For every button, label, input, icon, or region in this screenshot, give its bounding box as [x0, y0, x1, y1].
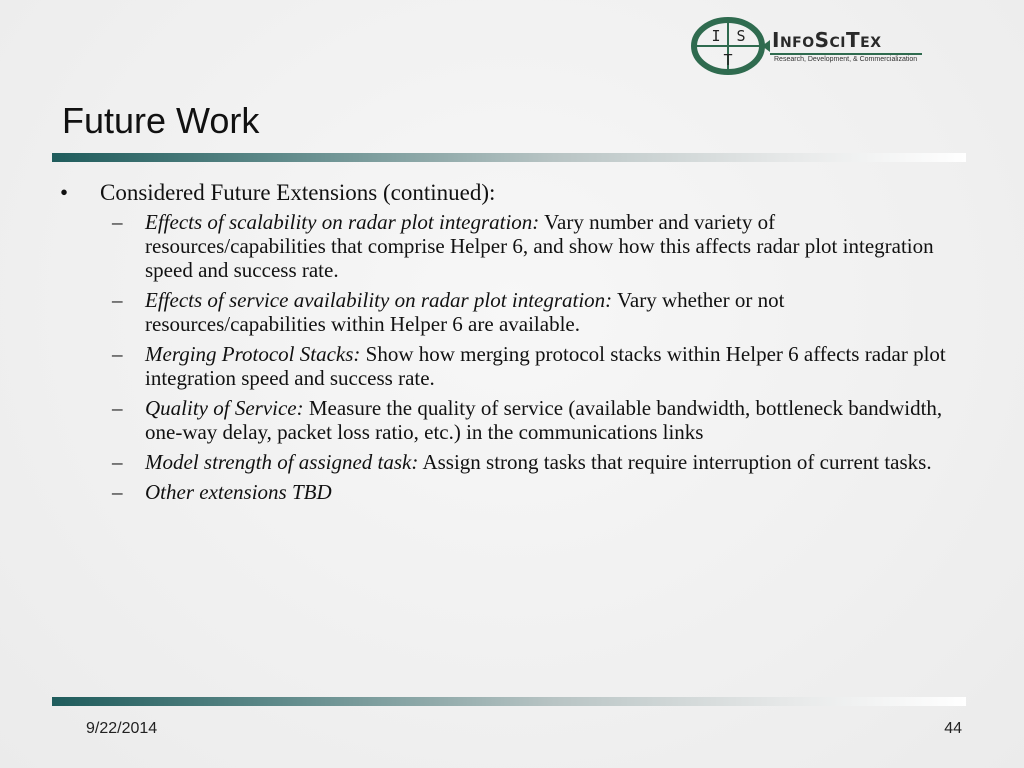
sub-bullet-item	[60, 450, 960, 474]
sub-bullet-text: Measure the quality of service (available bandwidth, bottleneck bandwidth, one-way delay, packet loss ratio, etc.) in the communications links	[145, 396, 943, 444]
slide-title: Future Work	[62, 100, 260, 141]
sub-bullet-item	[60, 342, 960, 390]
logo-letter-i: I	[711, 27, 721, 45]
sub-bullet-text: Vary number and variety of resources/capabilities that comprise Helper 6, and show how this affects radar plot integration speed and success rate.	[145, 210, 934, 282]
logo-name: InfoSciTex	[772, 28, 882, 52]
footer-date: 9/22/2014	[86, 720, 158, 737]
footer-divider	[52, 697, 966, 706]
bullet-item	[60, 178, 960, 208]
sub-bullet-item	[60, 396, 960, 444]
bullet-text: Considered Future Extensions (continued):	[100, 180, 496, 205]
dash-icon: –	[112, 450, 123, 474]
sub-bullet-heading: Quality of Service:	[145, 396, 304, 420]
logo-letter-t: T	[723, 51, 733, 69]
sub-bullet-heading: Other extensions TBD	[145, 480, 332, 504]
title-divider	[52, 153, 966, 162]
logo-tagline: Research, Development, & Commercialization	[774, 56, 918, 63]
sub-bullet-item	[60, 210, 960, 282]
sub-bullet-item	[60, 288, 960, 336]
sub-bullet-list	[60, 210, 960, 504]
dash-icon: –	[112, 342, 123, 366]
logo-letter-s: S	[736, 27, 746, 45]
company-logo	[690, 16, 936, 76]
bullet-icon: •	[60, 180, 69, 205]
page-number: 44	[944, 720, 962, 737]
sub-bullet-heading: Effects of scalability on radar plot integration:	[145, 210, 540, 234]
sub-bullet-text: Vary whether or not resources/capabilities within Helper 6 are available.	[145, 288, 785, 336]
sub-bullet-heading: Model strength of assigned task:	[145, 450, 419, 474]
sub-bullet-text: Show how merging protocol stacks within Helper 6 affects radar plot integration speed and success rate.	[145, 342, 946, 390]
sub-bullet-item	[60, 480, 960, 504]
dash-icon: –	[112, 288, 123, 312]
logo-underline	[770, 53, 922, 55]
dash-icon: –	[112, 480, 123, 504]
logo-emblem-icon	[690, 16, 770, 76]
sub-bullet-text: Assign strong tasks that require interruption of current tasks.	[418, 450, 932, 474]
slide-body	[60, 178, 960, 510]
sub-bullet-heading: Merging Protocol Stacks:	[145, 342, 361, 366]
dash-icon: –	[112, 210, 123, 234]
sub-bullet-heading: Effects of service availability on radar plot integration:	[145, 288, 613, 312]
dash-icon: –	[112, 396, 123, 420]
